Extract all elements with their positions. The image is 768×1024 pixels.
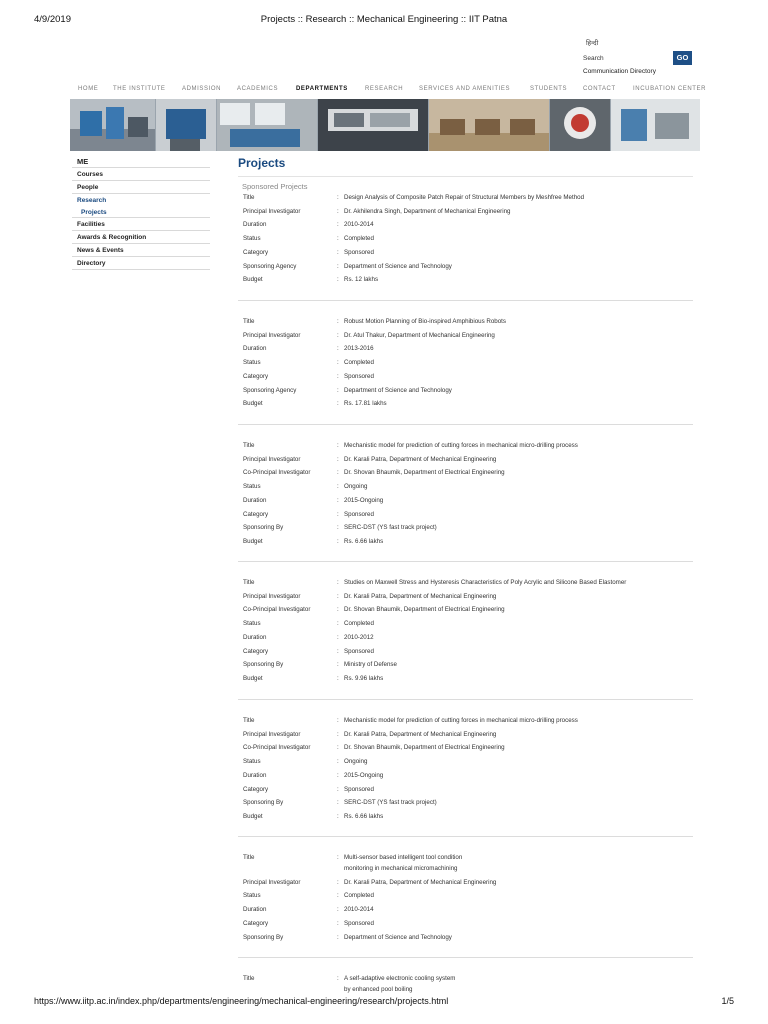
field-colon: : — [337, 799, 339, 807]
project-field-row — [238, 524, 693, 534]
nav-home[interactable]: HOME — [78, 86, 99, 92]
field-colon: : — [337, 496, 339, 504]
field-value: Mechanistic model for prediction of cutting forces in mechanical micro-drilling process — [344, 442, 578, 449]
sidebar-item-facilities[interactable]: Facilities — [72, 218, 210, 231]
project-field-row — [238, 920, 693, 930]
field-colon: : — [337, 579, 339, 586]
field-colon: : — [337, 812, 339, 820]
nav-students[interactable]: STUDENTS — [530, 86, 568, 92]
field-label: Budget — [243, 812, 263, 820]
field-label: Principal Investigator — [243, 730, 301, 738]
field-value-continued: by enhanced pool boiling — [344, 986, 413, 993]
field-value: 2013-2016 — [344, 345, 374, 353]
field-value: 2010-2014 — [344, 906, 374, 914]
field-colon: : — [337, 744, 339, 752]
communication-directory-link[interactable]: Communication Directory — [583, 68, 656, 75]
sidebar-item-directory[interactable]: Directory — [72, 257, 210, 270]
field-label: Category — [243, 372, 269, 380]
print-page-number: 1/5 — [721, 996, 734, 1006]
field-label: Title — [243, 442, 255, 449]
sidebar-heading-me[interactable]: ME — [72, 155, 210, 168]
field-colon: : — [337, 318, 339, 325]
project-divider — [238, 424, 693, 425]
field-label: Sponsoring By — [243, 933, 284, 941]
field-label: Co-Principal Investigator — [243, 606, 311, 614]
sidebar — [72, 155, 210, 270]
field-label: Category — [243, 647, 269, 655]
project-field-row — [238, 892, 693, 902]
field-value: Dr. Karali Patra, Department of Mechanical Engineering — [344, 730, 497, 738]
field-colon: : — [337, 386, 339, 394]
project-field-continuation — [238, 865, 693, 875]
print-title: Projects :: Research :: Mechanical Engineering :: IIT Patna — [260, 14, 508, 25]
field-value: Sponsored — [344, 248, 374, 256]
print-date: 4/9/2019 — [34, 14, 71, 25]
projects-list — [238, 0, 693, 1000]
project-divider — [238, 957, 693, 958]
field-value: Robust Motion Planning of Bio-inspired Amphibious Robots — [344, 318, 506, 325]
project-field-row — [238, 606, 693, 616]
field-value: Completed — [344, 620, 374, 628]
project-field-row — [238, 620, 693, 630]
field-value: Dr. Karali Patra, Department of Mechanical Engineering — [344, 592, 497, 600]
field-value: A self-adaptive electronic cooling system — [344, 975, 456, 982]
field-value: Studies on Maxwell Stress and Hysteresis Characteristics of Poly Acrylic and Silicone Based Elastomer — [344, 579, 627, 586]
field-colon: : — [337, 592, 339, 600]
nav-admission[interactable]: ADMISSION — [182, 86, 222, 92]
project-field-row — [238, 359, 693, 369]
field-value: Rs. 17.81 lakhs — [344, 400, 387, 408]
field-value: Completed — [344, 359, 374, 367]
field-label: Co-Principal Investigator — [243, 744, 311, 752]
project-field-row — [238, 400, 693, 410]
project-field-row — [238, 593, 693, 603]
field-label: Duration — [243, 496, 267, 504]
project-field-row — [238, 731, 693, 741]
project-field-row — [238, 318, 693, 328]
field-value: Department of Science and Technology — [344, 386, 452, 394]
field-value: Rs. 12 lakhs — [344, 276, 379, 284]
field-value: Dr. Akhilendra Singh, Department of Mechanical Engineering — [344, 207, 511, 215]
hindi-language-link[interactable]: हिन्दी — [586, 40, 599, 47]
field-label: Duration — [243, 345, 267, 353]
field-colon: : — [337, 906, 339, 914]
field-value: 2015-Ongoing — [344, 771, 384, 779]
field-label: Sponsoring By — [243, 799, 284, 807]
field-colon: : — [337, 771, 339, 779]
field-label: Title — [243, 579, 255, 586]
page-title: Projects — [238, 156, 286, 170]
field-colon: : — [337, 331, 339, 339]
field-colon: : — [337, 276, 339, 284]
project-field-row — [238, 511, 693, 521]
field-value: Mechanistic model for prediction of cutting forces in mechanical micro-drilling process — [344, 717, 578, 724]
field-label: Principal Investigator — [243, 207, 301, 215]
field-label: Title — [243, 717, 255, 724]
field-colon: : — [337, 537, 339, 545]
field-label: Category — [243, 919, 269, 927]
project-field-row — [238, 538, 693, 548]
project-field-row — [238, 194, 693, 204]
field-value: Dr. Atul Thakur, Department of Mechanical Engineering — [344, 331, 495, 339]
field-label: Status — [243, 620, 261, 628]
project-field-row — [238, 813, 693, 823]
field-value: Completed — [344, 892, 374, 900]
field-value: Design Analysis of Composite Patch Repair of Structural Members by Meshfree Method — [344, 194, 585, 201]
field-colon: : — [337, 854, 339, 861]
project-field-row — [238, 675, 693, 685]
field-label: Sponsoring By — [243, 524, 284, 532]
project-field-row — [238, 442, 693, 452]
field-colon: : — [337, 359, 339, 367]
field-colon: : — [337, 469, 339, 477]
field-value: Dr. Shovan Bhaumik, Department of Electrical Engineering — [344, 469, 505, 477]
section-subheading: Sponsored Projects — [242, 182, 308, 191]
field-colon: : — [337, 975, 339, 982]
field-label: Principal Investigator — [243, 878, 301, 886]
field-label: Budget — [243, 276, 263, 284]
field-colon: : — [337, 194, 339, 201]
field-colon: : — [337, 674, 339, 682]
print-footer — [34, 996, 734, 1008]
field-label: Status — [243, 483, 261, 491]
field-value: Multi-sensor based intelligent tool condition — [344, 854, 463, 861]
project-field-row — [238, 221, 693, 231]
field-label: Category — [243, 785, 269, 793]
field-label: Principal Investigator — [243, 455, 301, 463]
field-label: Duration — [243, 771, 267, 779]
field-value: 2010-2014 — [344, 221, 374, 229]
project-field-row — [238, 345, 693, 355]
project-field-continuation — [238, 986, 693, 996]
field-colon: : — [337, 442, 339, 449]
field-label: Duration — [243, 221, 267, 229]
field-label: Category — [243, 248, 269, 256]
field-label: Duration — [243, 633, 267, 641]
field-colon: : — [337, 785, 339, 793]
sidebar-item-news-events[interactable]: News & Events — [72, 244, 210, 257]
field-value: Sponsored — [344, 510, 374, 518]
project-field-row — [238, 208, 693, 218]
nav-contact[interactable]: CONTACT — [583, 86, 616, 92]
field-colon: : — [337, 647, 339, 655]
field-value-continued: monitoring in mechanical micromachining — [344, 865, 458, 872]
field-colon: : — [337, 248, 339, 256]
field-label: Sponsoring Agency — [243, 386, 297, 394]
field-label: Principal Investigator — [243, 592, 301, 600]
print-url: https://www.iitp.ac.in/index.php/departments/engineering/mechanical-engineering/research/projects.html — [34, 996, 449, 1006]
field-value: Rs. 9.96 lakhs — [344, 674, 384, 682]
field-colon: : — [337, 372, 339, 380]
project-field-row — [238, 235, 693, 245]
field-value: Ministry of Defense — [344, 661, 397, 669]
sidebar-item-people[interactable]: People — [72, 181, 210, 194]
sidebar-item-courses[interactable]: Courses — [72, 168, 210, 181]
field-colon: : — [337, 606, 339, 614]
field-value: Completed — [344, 235, 374, 243]
field-value: Sponsored — [344, 785, 374, 793]
project-field-row — [238, 758, 693, 768]
field-colon: : — [337, 455, 339, 463]
field-value: Sponsored — [344, 919, 374, 927]
project-divider — [238, 300, 693, 301]
project-field-row — [238, 975, 693, 985]
field-value: SERC-DST (YS fast track project) — [344, 524, 437, 532]
field-value: Sponsored — [344, 647, 374, 655]
field-value: Ongoing — [344, 483, 368, 491]
field-value: Dr. Karali Patra, Department of Mechanical Engineering — [344, 455, 497, 463]
nav-academics[interactable]: ACADEMICS — [237, 86, 279, 92]
nav-departments[interactable]: DEPARTMENTS — [296, 86, 348, 92]
field-label: Budget — [243, 537, 263, 545]
field-colon: : — [337, 633, 339, 641]
field-value: Dr. Shovan Bhaumik, Department of Electrical Engineering — [344, 744, 505, 752]
project-divider — [238, 836, 693, 837]
nav-the-institute[interactable]: THE INSTITUTE — [113, 86, 166, 92]
field-colon: : — [337, 400, 339, 408]
field-colon: : — [337, 524, 339, 532]
field-colon: : — [337, 661, 339, 669]
field-colon: : — [337, 933, 339, 941]
field-value: 2015-Ongoing — [344, 496, 384, 504]
project-field-row — [238, 456, 693, 466]
field-colon: : — [337, 207, 339, 215]
field-label: Co-Principal Investigator — [243, 469, 311, 477]
field-colon: : — [337, 483, 339, 491]
field-colon: : — [337, 345, 339, 353]
project-field-row — [238, 634, 693, 644]
project-field-row — [238, 717, 693, 727]
project-field-row — [238, 906, 693, 916]
field-value: Dr. Karali Patra, Department of Mechanical Engineering — [344, 878, 497, 886]
nav-services-and-amenities[interactable]: SERVICES AND AMENITIES — [419, 86, 511, 92]
project-field-row — [238, 276, 693, 286]
field-label: Sponsoring Agency — [243, 262, 297, 270]
field-label: Title — [243, 194, 255, 201]
field-value: Department of Science and Technology — [344, 933, 452, 941]
field-value: Ongoing — [344, 758, 368, 766]
go-button[interactable]: GO — [673, 51, 692, 65]
field-colon: : — [337, 730, 339, 738]
field-colon: : — [337, 262, 339, 270]
project-field-row — [238, 854, 693, 864]
field-colon: : — [337, 620, 339, 628]
sidebar-subitem-projects[interactable]: Projects — [72, 207, 210, 218]
field-colon: : — [337, 758, 339, 766]
field-colon: : — [337, 235, 339, 243]
project-field-row — [238, 799, 693, 809]
field-value: Department of Science and Technology — [344, 262, 452, 270]
project-field-row — [238, 332, 693, 342]
field-label: Duration — [243, 906, 267, 914]
field-label: Status — [243, 892, 261, 900]
field-label: Title — [243, 318, 255, 325]
project-field-row — [238, 483, 693, 493]
field-label: Status — [243, 758, 261, 766]
search-label: Search — [583, 55, 604, 62]
project-field-row — [238, 263, 693, 273]
field-colon: : — [337, 878, 339, 886]
project-field-row — [238, 373, 693, 383]
field-value: Dr. Shovan Bhaumik, Department of Electrical Engineering — [344, 606, 505, 614]
field-label: Budget — [243, 400, 263, 408]
field-label: Category — [243, 510, 269, 518]
nav-research[interactable]: RESEARCH — [365, 86, 404, 92]
field-value: 2010-2012 — [344, 633, 374, 641]
sidebar-item-research[interactable]: Research — [77, 197, 107, 204]
project-field-row — [238, 661, 693, 671]
project-field-row — [238, 744, 693, 754]
project-field-row — [238, 879, 693, 889]
project-field-row — [238, 786, 693, 796]
project-field-row — [238, 387, 693, 397]
field-label: Budget — [243, 674, 263, 682]
field-value: Sponsored — [344, 372, 374, 380]
field-colon: : — [337, 892, 339, 900]
project-field-row — [238, 772, 693, 782]
nav-incubation-center[interactable]: INCUBATION CENTER — [633, 86, 707, 92]
project-field-row — [238, 934, 693, 944]
field-value: SERC-DST (YS fast track project) — [344, 799, 437, 807]
project-divider — [238, 699, 693, 700]
field-label: Title — [243, 854, 255, 861]
field-value: Rs. 6.66 lakhs — [344, 812, 384, 820]
project-field-row — [238, 497, 693, 507]
project-field-row — [238, 648, 693, 658]
project-field-row — [238, 579, 693, 589]
field-colon: : — [337, 510, 339, 518]
sidebar-item-awards-recognition[interactable]: Awards & Recognition — [72, 231, 210, 244]
field-label: Title — [243, 975, 255, 982]
field-label: Status — [243, 359, 261, 367]
project-divider — [238, 561, 693, 562]
field-label: Status — [243, 235, 261, 243]
project-field-row — [238, 249, 693, 259]
project-field-row — [238, 469, 693, 479]
field-colon: : — [337, 221, 339, 229]
field-colon: : — [337, 919, 339, 927]
field-label: Principal Investigator — [243, 331, 301, 339]
field-label: Sponsoring By — [243, 661, 284, 669]
field-colon: : — [337, 717, 339, 724]
field-value: Rs. 6.66 lakhs — [344, 537, 384, 545]
